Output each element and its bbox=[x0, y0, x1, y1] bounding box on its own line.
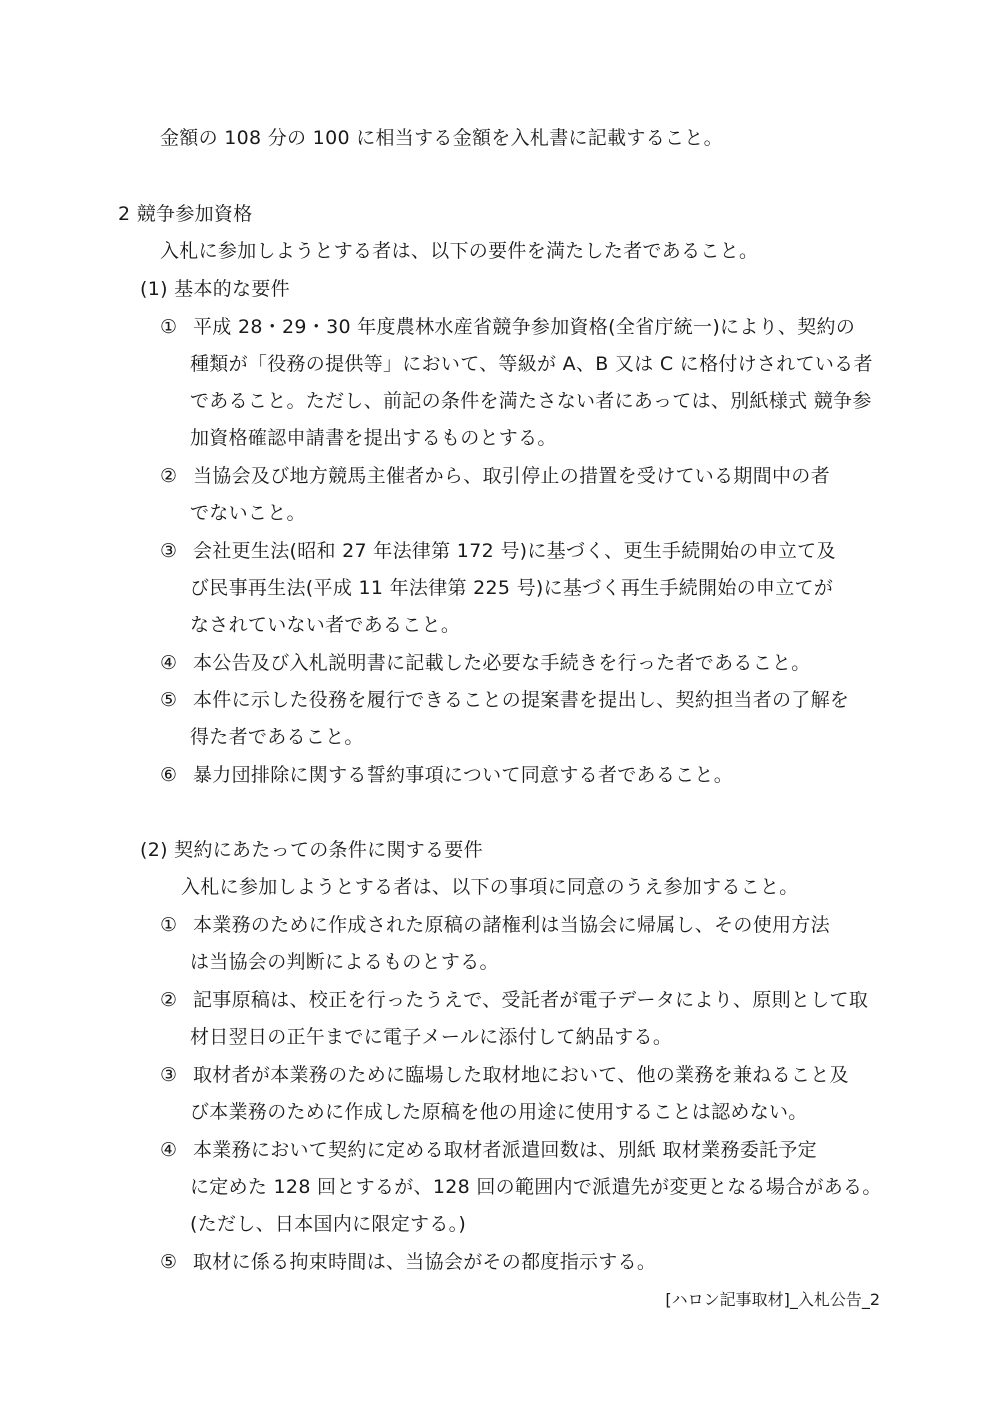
item-line: 取材に係る拘束時間は、当協会がその都度指示する。 bbox=[193, 1251, 657, 1273]
item-number: ⑤ bbox=[160, 1251, 178, 1273]
section-heading: 2 競争参加資格 bbox=[118, 203, 253, 225]
item-line: であること。ただし、前記の条件を満たさない者にあっては、別紙様式 競争参 bbox=[190, 390, 872, 412]
subsection-heading: (2) 契約にあたっての条件に関する要件 bbox=[140, 839, 483, 861]
item-line: 取材者が本業務のために臨場した取材地において、他の業務を兼ねること及 bbox=[193, 1064, 849, 1086]
item-line: なされていない者であること。 bbox=[190, 614, 461, 636]
subsection-heading: (1) 基本的な要件 bbox=[140, 278, 290, 300]
item-number: ① bbox=[160, 316, 178, 338]
item-line: 種類が「役務の提供等」において、等級が A、B 又は C に格付けされている者 bbox=[190, 353, 873, 375]
item-line: 加資格確認申請書を提出するものとする。 bbox=[190, 427, 557, 449]
page-footer: [ハロン記事取材]_入札公告_2 bbox=[665, 1290, 880, 1309]
item-number: ② bbox=[160, 989, 178, 1011]
item-line: 本業務のために作成された原稿の諸権利は当協会に帰属し、その使用方法 bbox=[193, 914, 830, 936]
item-line: 本件に示した役務を履行できることの提案書を提出し、契約担当者の了解を bbox=[193, 689, 850, 711]
item-number: ④ bbox=[160, 652, 178, 674]
item-number: ⑤ bbox=[160, 689, 178, 711]
item-line: 得た者であること。 bbox=[190, 726, 364, 748]
subsection-intro: 入札に参加しようとする者は、以下の事項に同意のうえ参加すること。 bbox=[181, 876, 799, 898]
item-number: ③ bbox=[160, 1064, 178, 1086]
item-line: び本業務のために作成した原稿を他の用途に使用することは認めない。 bbox=[190, 1101, 808, 1123]
item-number: ④ bbox=[160, 1139, 178, 1161]
item-line: でないこと。 bbox=[190, 502, 306, 524]
item-line: 暴力団排除に関する誓約事項について同意する者であること。 bbox=[193, 764, 734, 786]
item-line: (ただし、日本国内に限定する。) bbox=[190, 1213, 467, 1235]
item-line: 平成 28・29・30 年度農林水産省競争参加資格(全省庁統一)により、契約の bbox=[193, 316, 856, 338]
intro-line: 金額の 108 分の 100 に相当する金額を入札書に記載すること。 bbox=[160, 127, 723, 149]
item-line: 当協会及び地方競馬主催者から、取引停止の措置を受けている期間中の者 bbox=[193, 465, 830, 487]
item-line: 会社更生法(昭和 27 年法律第 172 号)に基づく、更生手続開始の申立て及 bbox=[193, 540, 836, 562]
item-number: ⑥ bbox=[160, 764, 178, 786]
item-line: 本公告及び入札説明書に記載した必要な手続きを行った者であること。 bbox=[193, 652, 811, 674]
section-intro: 入札に参加しようとする者は、以下の要件を満たした者であること。 bbox=[160, 240, 759, 262]
item-number: ② bbox=[160, 465, 178, 487]
item-number: ① bbox=[160, 914, 178, 936]
item-number: ③ bbox=[160, 540, 178, 562]
item-line: に定めた 128 回とするが、128 回の範囲内で派遣先が変更となる場合がある。 bbox=[190, 1176, 882, 1198]
item-line: 材日翌日の正午までに電子メールに添付して納品する。 bbox=[190, 1026, 673, 1048]
item-line: 本業務において契約に定める取材者派遣回数は、別紙 取材業務委託予定 bbox=[193, 1139, 817, 1161]
item-line: は当協会の判断によるものとする。 bbox=[190, 951, 499, 973]
item-line: び民事再生法(平成 11 年法律第 225 号)に基づく再生手続開始の申立てが bbox=[190, 577, 834, 599]
item-line: 記事原稿は、校正を行ったうえで、受託者が電子データにより、原則として取 bbox=[193, 989, 869, 1011]
